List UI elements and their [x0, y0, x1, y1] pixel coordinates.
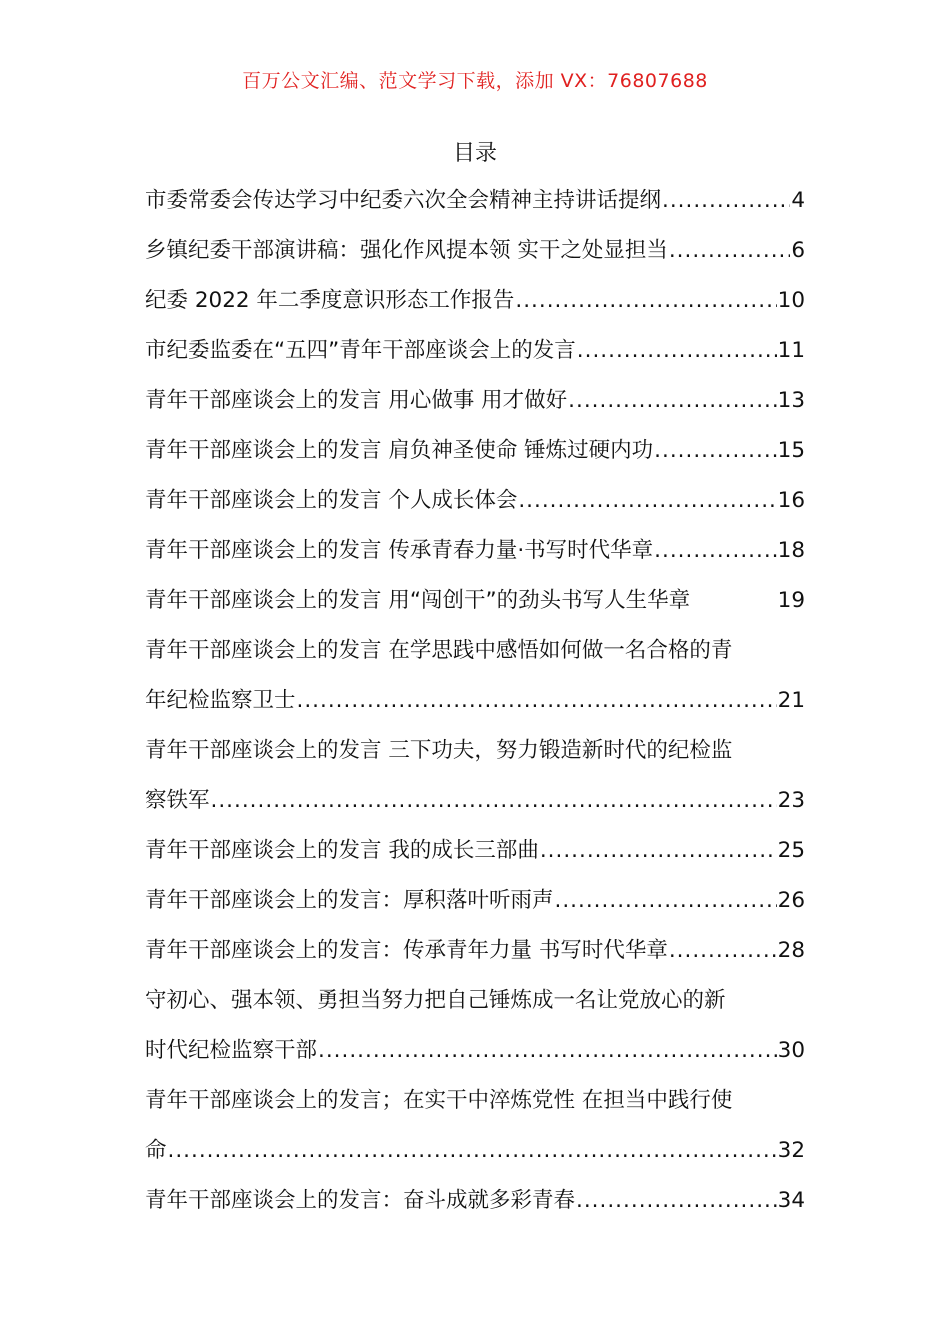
- toc-entry-title: 纪委 2022 年二季度意识形态工作报告: [145, 288, 515, 313]
- dot-leader: [517, 476, 776, 526]
- toc-entry-title: 青年干部座谈会上的发言：传承青年力量 书写时代华章: [145, 938, 668, 963]
- toc-entry[interactable]: [145, 226, 805, 276]
- toc-page-number: 30: [777, 1038, 805, 1063]
- dot-leader: [554, 876, 777, 926]
- toc-page-number: 32: [777, 1138, 805, 1163]
- toc-entry[interactable]: [145, 926, 805, 976]
- toc-entry[interactable]: [145, 476, 805, 526]
- toc-entry[interactable]: [145, 826, 805, 876]
- toc-entry-title: 市纪委监委在“五四”青年干部座谈会上的发言: [145, 338, 576, 363]
- toc-entry[interactable]: [145, 1126, 805, 1176]
- toc-entry-title: 市委常委会传达学习中纪委六次全会精神主持讲话提纲: [145, 188, 662, 213]
- dot-leader: [514, 276, 776, 326]
- table-of-contents: [145, 176, 805, 1226]
- dot-leader: [575, 1176, 777, 1226]
- toc-entry[interactable]: [145, 376, 805, 426]
- toc-entry-line[interactable]: 青年干部座谈会上的发言；在实干中淬炼党性 在担当中践行使: [145, 1088, 733, 1113]
- dot-leader: [653, 426, 776, 476]
- dot-leader: [167, 1126, 777, 1176]
- toc-entry[interactable]: [145, 326, 805, 376]
- dot-leader: [210, 776, 777, 826]
- dot-leader: [668, 926, 777, 976]
- toc-page-number: 18: [777, 538, 805, 563]
- toc-title: 目录: [452, 141, 497, 166]
- toc-entry-title: 青年干部座谈会上的发言 个人成长体会: [145, 488, 518, 513]
- dot-leader: [668, 226, 790, 276]
- toc-entry-title: 察铁军: [145, 788, 210, 813]
- toc-entry-title: 命: [145, 1138, 167, 1163]
- toc-entry[interactable]: [145, 1026, 805, 1076]
- toc-entry[interactable]: [145, 276, 805, 326]
- toc-entry[interactable]: [145, 576, 805, 626]
- dot-leader: [539, 826, 777, 876]
- toc-page-number: 11: [777, 338, 805, 363]
- toc-entry[interactable]: [145, 176, 805, 226]
- toc-page-number: 23: [777, 788, 805, 813]
- toc-entry-title: 青年干部座谈会上的发言 肩负神圣使命 锤炼过硬内功: [145, 438, 654, 463]
- dot-leader: [576, 326, 777, 376]
- toc-page-number: 34: [777, 1188, 805, 1213]
- toc-entry-title: 乡镇纪委干部演讲稿：强化作风提本领 实干之处显担当: [145, 238, 668, 263]
- toc-page-number: 10: [777, 288, 805, 313]
- toc-entry-line[interactable]: 守初心、强本领、勇担当努力把自己锤炼成一名让党放心的新: [145, 988, 726, 1013]
- toc-entry-title: 时代纪检监察干部: [145, 1038, 318, 1063]
- dot-leader: [653, 526, 776, 576]
- toc-page-number: 16: [777, 488, 805, 513]
- toc-entry-title: 青年干部座谈会上的发言：厚积落叶听雨声: [145, 888, 554, 913]
- toc-page-number: 13: [777, 388, 805, 413]
- toc-entry-line[interactable]: 青年干部座谈会上的发言 三下功夫，努力锻造新时代的纪检监: [145, 738, 733, 763]
- toc-entry[interactable]: [145, 526, 805, 576]
- dot-leader: [317, 1026, 777, 1076]
- toc-entry-title: 年纪检监察卫士: [145, 688, 296, 713]
- toc-page-number: 4: [791, 188, 805, 213]
- toc-entry-line[interactable]: 青年干部座谈会上的发言 在学思践中感悟如何做一名合格的青: [145, 638, 733, 663]
- toc-entry-title: 青年干部座谈会上的发言 传承青春力量·书写时代华章: [145, 538, 654, 563]
- toc-entry[interactable]: [145, 776, 805, 826]
- toc-page-number: 15: [777, 438, 805, 463]
- toc-entry-title: 青年干部座谈会上的发言 我的成长三部曲: [145, 838, 539, 863]
- toc-entry-title: 青年干部座谈会上的发言 用心做事 用才做好: [145, 388, 568, 413]
- dot-leader: [661, 176, 790, 226]
- dot-leader: [567, 376, 776, 426]
- toc-page-number: 25: [777, 838, 805, 863]
- toc-page-number: 21: [777, 688, 805, 713]
- dot-leader: [296, 676, 777, 726]
- toc-entry[interactable]: [145, 676, 805, 726]
- toc-page-number: 19: [777, 588, 805, 613]
- toc-entry[interactable]: [145, 1176, 805, 1226]
- toc-entry-title: 青年干部座谈会上的发言：奋斗成就多彩青春: [145, 1188, 576, 1213]
- toc-entry[interactable]: [145, 426, 805, 476]
- toc-entry[interactable]: [145, 876, 805, 926]
- toc-page-number: 6: [791, 238, 805, 263]
- header-note: 百万公文汇编、范文学习下载，添加 VX：76807688: [242, 70, 708, 92]
- toc-page-number: 26: [777, 888, 805, 913]
- toc-entry-title: 青年干部座谈会上的发言 用“闯创干”的劲头书写人生华章: [145, 588, 691, 613]
- toc-page-number: 28: [777, 938, 805, 963]
